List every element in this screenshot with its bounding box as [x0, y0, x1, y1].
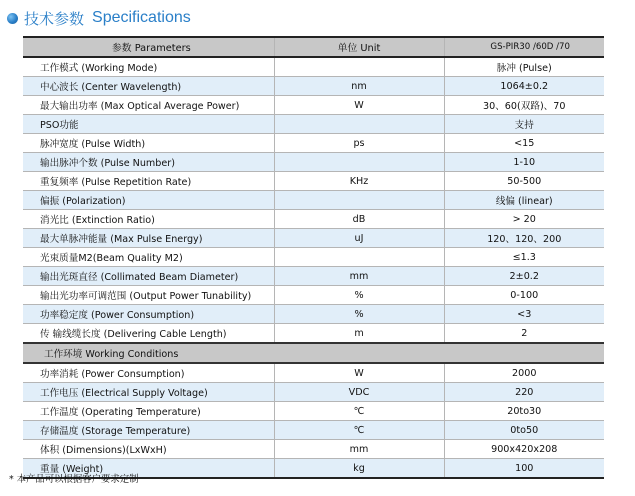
table-row [23, 57, 604, 77]
table-row [23, 96, 604, 115]
section-header-row [23, 343, 604, 363]
row-unit: uJ [274, 229, 444, 248]
row-unit: ℃ [274, 421, 444, 440]
row-value: 2 [444, 324, 604, 344]
row-name: 脉冲宽度 (Pulse Width) [23, 134, 274, 153]
row-value: 2000 [444, 363, 604, 383]
row-unit [274, 248, 444, 267]
row-name: 中心波长 (Center Wavelength) [23, 77, 274, 96]
section-label: 工作环境 Working Conditions [23, 343, 604, 363]
row-unit [274, 57, 444, 77]
table-row [23, 421, 604, 440]
table-row [23, 305, 604, 324]
row-value: 1064±0.2 [444, 77, 604, 96]
table-row [23, 286, 604, 305]
row-value: 20to30 [444, 402, 604, 421]
row-value: 线偏 (linear) [444, 191, 604, 210]
table-row [23, 363, 604, 383]
row-name: 偏振 (Polarization) [23, 191, 274, 210]
row-unit [274, 115, 444, 134]
row-value: 120、120、200 [444, 229, 604, 248]
row-unit: VDC [274, 383, 444, 402]
row-name: 输出光斑直径 (Collimated Beam Diameter) [23, 267, 274, 286]
table-row [23, 77, 604, 96]
row-name: 功率稳定度 (Power Consumption) [23, 305, 274, 324]
title-en: Specifications [92, 9, 191, 26]
header-unit: 单位 Unit [274, 37, 444, 57]
row-unit: % [274, 305, 444, 324]
row-name: PSO功能 [23, 115, 274, 134]
title-cn: 技术参数 [24, 9, 85, 28]
row-value: 100 [444, 459, 604, 479]
row-unit: ps [274, 134, 444, 153]
row-name: 最大单脉冲能量 (Max Pulse Energy) [23, 229, 274, 248]
row-name: 传 输线缆长度 (Delivering Cable Length) [23, 324, 274, 344]
spec-table [23, 36, 604, 479]
row-name: 重量 (Weight) [23, 459, 274, 479]
row-value: 0to50 [444, 421, 604, 440]
table-row [23, 440, 604, 459]
table-row [23, 324, 604, 344]
row-name: 输出光功率可调范围 (Output Power Tunability) [23, 286, 274, 305]
row-value: 0-100 [444, 286, 604, 305]
row-unit [274, 153, 444, 172]
row-name: 工作模式 (Working Mode) [23, 57, 274, 77]
row-value: > 20 [444, 210, 604, 229]
row-name: 存储温度 (Storage Temperature) [23, 421, 274, 440]
table-row [23, 402, 604, 421]
row-name: 工作温度 (Operating Temperature) [23, 402, 274, 421]
row-value: 脉冲 (Pulse) [444, 57, 604, 77]
table-row [23, 248, 604, 267]
row-unit: m [274, 324, 444, 344]
table-row [23, 267, 604, 286]
row-name: 工作电压 (Electrical Supply Voltage) [23, 383, 274, 402]
row-unit: KHz [274, 172, 444, 191]
row-name: 输出脉冲个数 (Pulse Number) [23, 153, 274, 172]
row-name: 体积 (Dimensions)(LxWxH) [23, 440, 274, 459]
row-name: 光束质量M2(Beam Quality M2) [23, 248, 274, 267]
bullet-icon [7, 13, 18, 24]
row-name: 消光比 (Extinction Ratio) [23, 210, 274, 229]
row-unit: mm [274, 440, 444, 459]
row-unit: W [274, 363, 444, 383]
row-unit: kg [274, 459, 444, 479]
row-unit [274, 191, 444, 210]
section-title [7, 7, 191, 29]
row-value: <3 [444, 305, 604, 324]
row-value: 50-500 [444, 172, 604, 191]
row-unit: W [274, 96, 444, 115]
row-name: 重复频率 (Pulse Repetition Rate) [23, 172, 274, 191]
row-value: 220 [444, 383, 604, 402]
row-value: 1-10 [444, 153, 604, 172]
table-row [23, 229, 604, 248]
header-model: GS-PIR30 /60D /70 [444, 37, 604, 57]
table-row [23, 172, 604, 191]
row-unit: ℃ [274, 402, 444, 421]
table-header [23, 37, 604, 57]
row-value: ≤1.3 [444, 248, 604, 267]
table-row [23, 134, 604, 153]
row-value: 支持 [444, 115, 604, 134]
table-row [23, 115, 604, 134]
row-name: 功率消耗 (Power Consumption) [23, 363, 274, 383]
row-unit: dB [274, 210, 444, 229]
footnote: * 本产品可以根据客户要求定制 [9, 474, 139, 485]
row-name: 最大输出功率 (Max Optical Average Power) [23, 96, 274, 115]
row-value: 900x420x208 [444, 440, 604, 459]
row-unit: % [274, 286, 444, 305]
table-row [23, 210, 604, 229]
table-row [23, 383, 604, 402]
row-unit: mm [274, 267, 444, 286]
header-param: 参数 Parameters [23, 37, 274, 57]
table-row [23, 153, 604, 172]
row-value: <15 [444, 134, 604, 153]
row-value: 30、60(双路)、70 [444, 96, 604, 115]
row-value: 2±0.2 [444, 267, 604, 286]
row-unit: nm [274, 77, 444, 96]
table-row [23, 191, 604, 210]
